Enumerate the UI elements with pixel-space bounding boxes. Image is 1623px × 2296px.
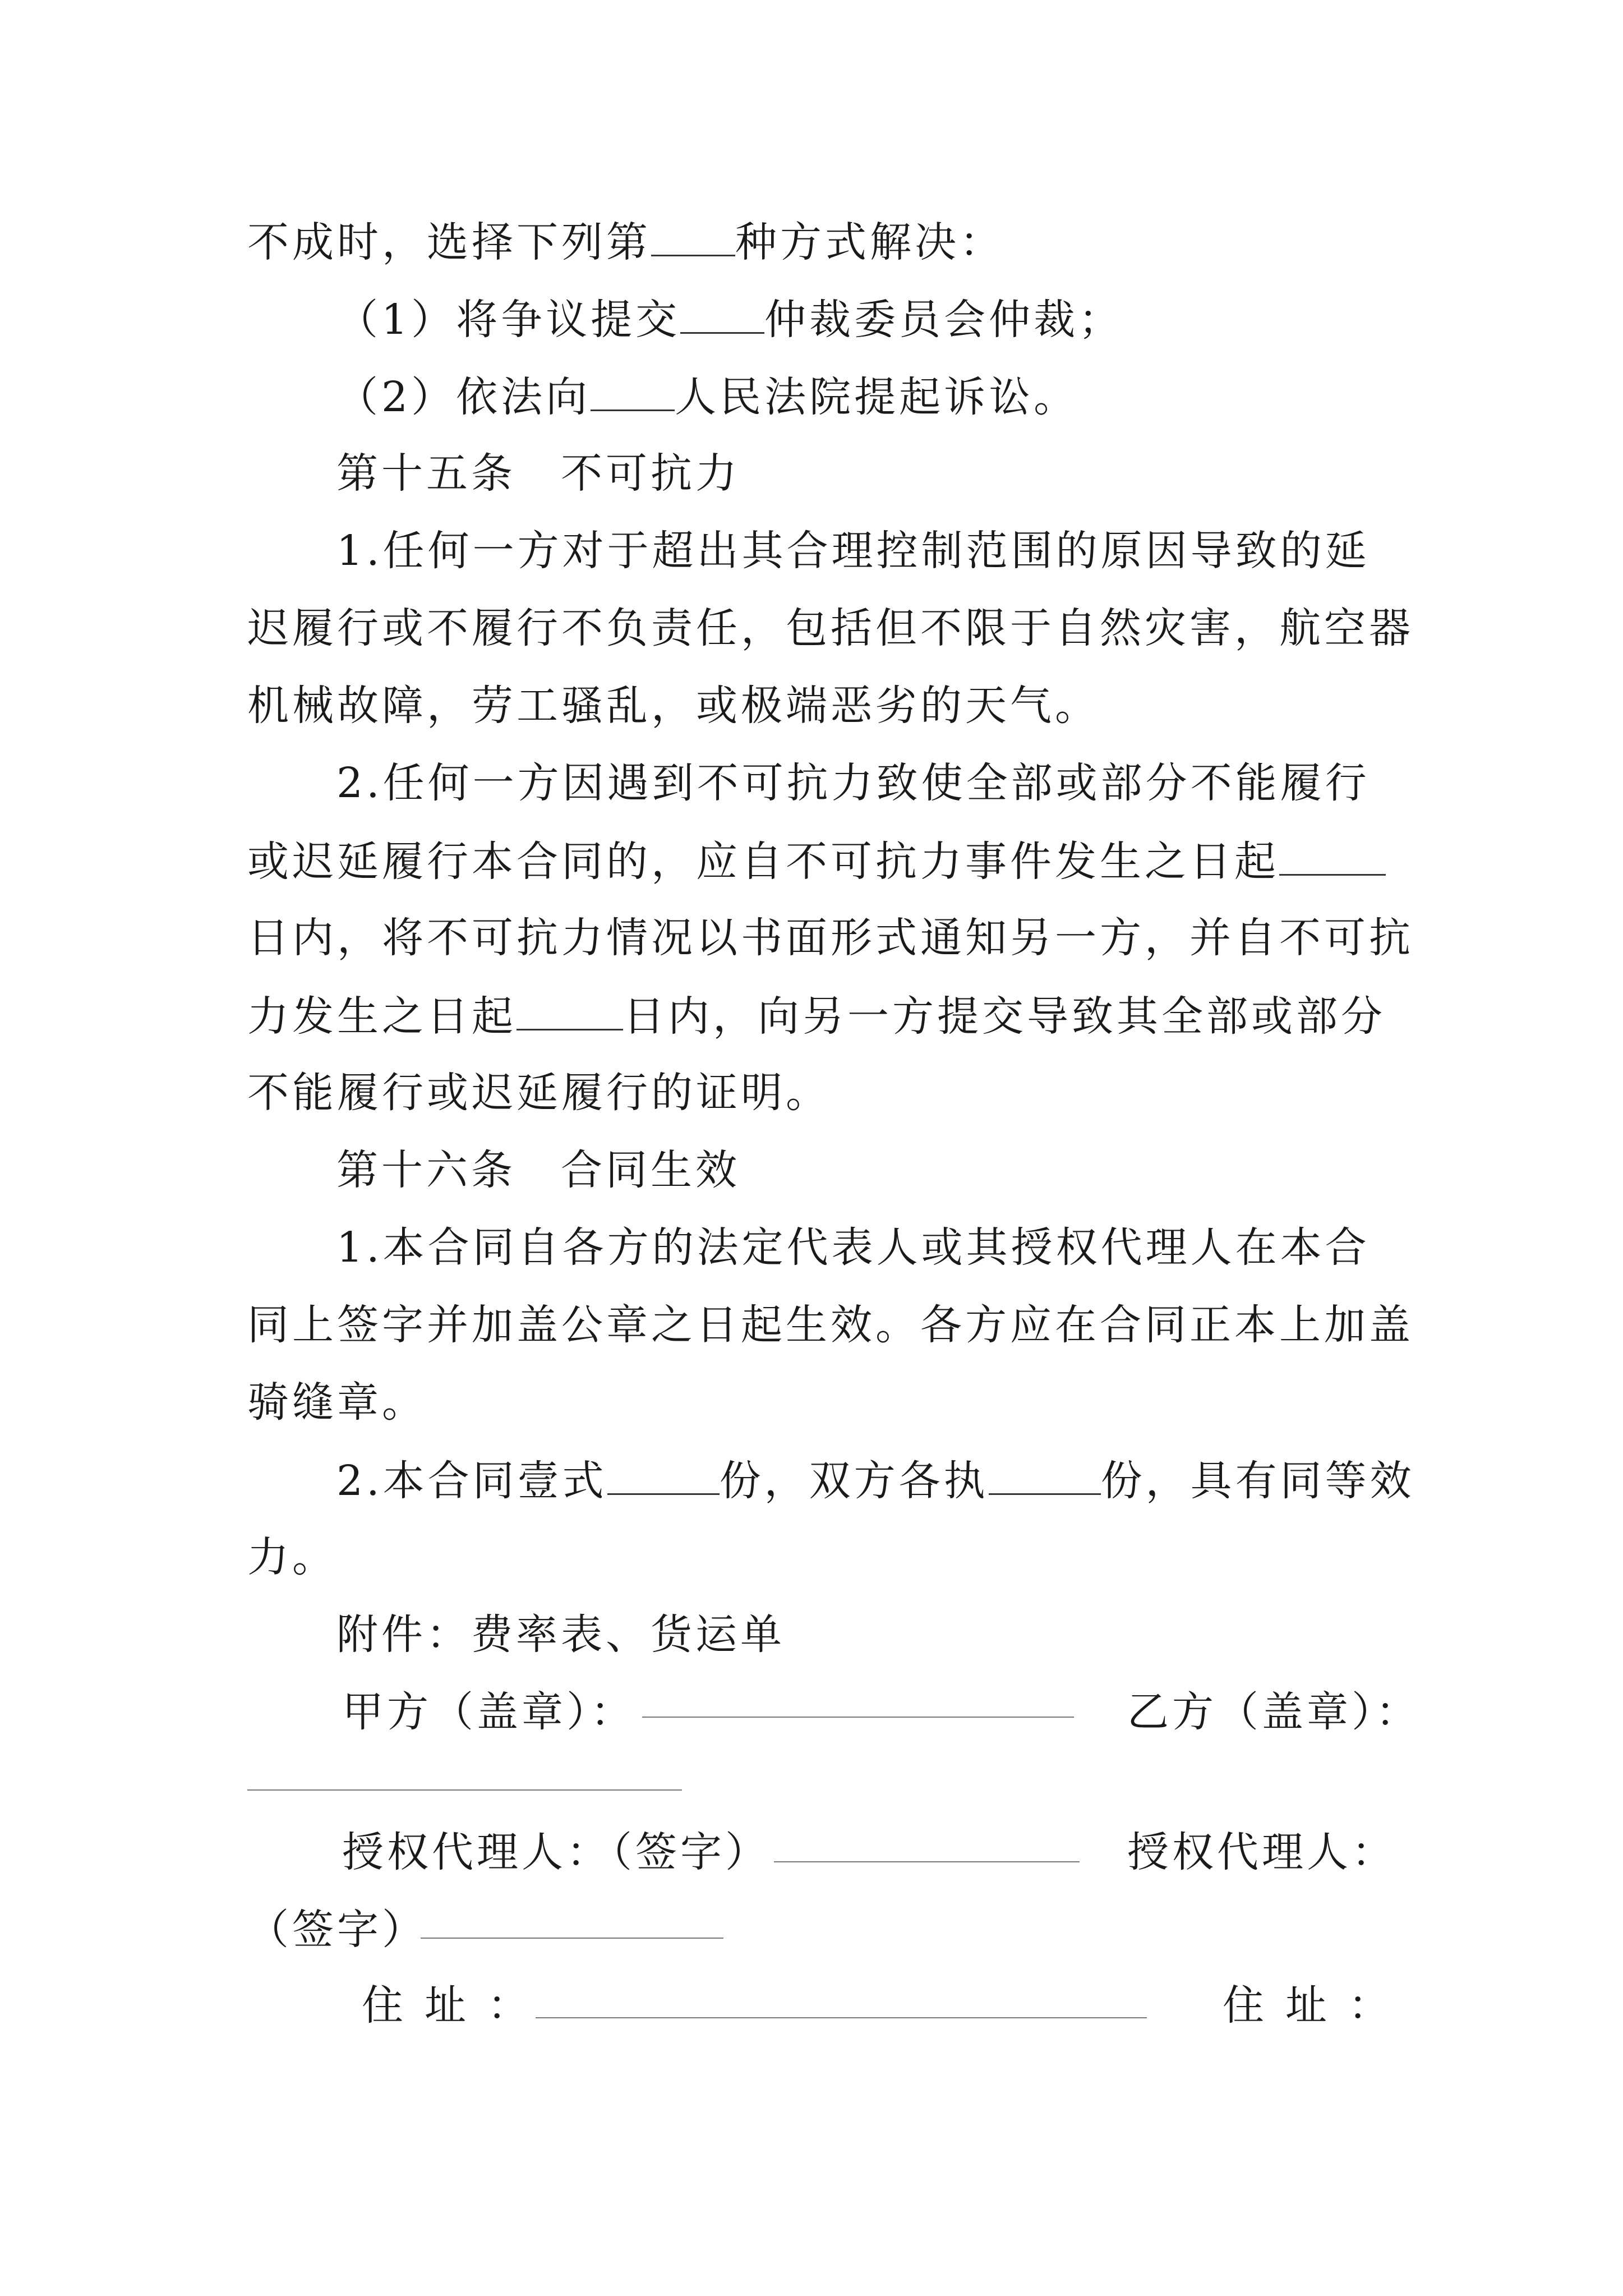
fill-blank[interactable] (989, 1452, 1101, 1495)
text: 份，具有同等效 (1100, 1457, 1415, 1505)
text: 人民法院提起诉讼。 (675, 373, 1079, 421)
agent-b-sign-label: （签字） (247, 1906, 427, 1954)
address-b-label: 住址： (1223, 1981, 1411, 2030)
fill-blank[interactable] (591, 368, 675, 411)
article16-p2-line1 (336, 1452, 1415, 1509)
article16-p1-line3: 骑缝章。 (247, 1378, 427, 1427)
article15-p1-line1: 1.任何一方对于超出其合理控制范围的原因导致的延 (336, 527, 1370, 575)
article15-p2-line3: 日内，将不可抗力情况以书面形式通知另一方，并自不可抗 (247, 914, 1414, 962)
article16-heading: 第十六条 合同生效 (336, 1146, 740, 1194)
agent-a-label: 授权代理人：（签字） (342, 1828, 770, 1876)
attachments-line: 附件：费率表、货运单 (336, 1611, 785, 1659)
party-a-seal-label (342, 1684, 635, 1740)
article15-p1-line2: 迟履行或不履行不负责任，包括但不限于自然灾害，航空器 (247, 604, 1414, 652)
fill-blank[interactable] (517, 987, 623, 1030)
dispute-option-1 (336, 291, 1123, 348)
text: （1）将争议提交 (336, 296, 681, 344)
article15-p1-line3: 机械故障，劳工骚乱，或极端恶劣的天气。 (247, 682, 1100, 730)
text: 2.本合同壹式 (336, 1457, 607, 1505)
text: 日内，向另一方提交导致其全部或部分 (623, 992, 1386, 1041)
party-a-seal-line[interactable] (642, 1717, 1074, 1718)
dispute-option-2 (336, 368, 1078, 425)
address-a-label: 住址： (362, 1981, 550, 2030)
article16-p2-line2: 力。 (247, 1533, 337, 1581)
text: 甲方（盖章）： (342, 1688, 635, 1736)
text: （2）依法向 (336, 373, 591, 421)
dispute-line (247, 213, 1004, 270)
address-a-line[interactable] (536, 2017, 1147, 2018)
agent-b-label: 授权代理人： (1127, 1828, 1396, 1876)
text: 份，双方各执 (719, 1457, 989, 1505)
fill-blank[interactable] (680, 291, 764, 334)
article16-p1-line2: 同上签字并加盖公章之日起生效。各方应在合同正本上加盖 (247, 1301, 1414, 1349)
fill-blank[interactable] (651, 213, 735, 256)
article15-p2-line2 (247, 832, 1386, 890)
party-b-seal-label: 乙方（盖章）： (1127, 1688, 1421, 1736)
article15-heading: 第十五条 不可抗力 (336, 449, 740, 498)
article16-p1-line1: 1.本合同自各方的法定代表人或其授权代理人在本合 (336, 1223, 1370, 1272)
article15-p2-line5: 不能履行或迟延履行的证明。 (247, 1069, 831, 1117)
text: 或迟延履行本合同的，应自不可抗力事件发生之日起 (247, 838, 1279, 886)
agent-a-sign-line[interactable] (774, 1861, 1080, 1862)
text: 种方式解决： (735, 218, 1004, 266)
text: 仲裁委员会仲裁； (764, 296, 1124, 344)
article15-p2-line1: 2.任何一方因遇到不可抗力致使全部或部分不能履行 (336, 759, 1370, 807)
article15-p2-line4 (247, 987, 1386, 1045)
fill-blank[interactable] (1279, 832, 1386, 876)
text: 力发生之日起 (247, 992, 517, 1041)
text: 不成时，选择下列第 (247, 218, 651, 266)
fill-blank[interactable] (607, 1452, 720, 1495)
party-b-seal-line[interactable] (247, 1789, 682, 1791)
agent-b-sign-line[interactable] (421, 1938, 723, 1939)
